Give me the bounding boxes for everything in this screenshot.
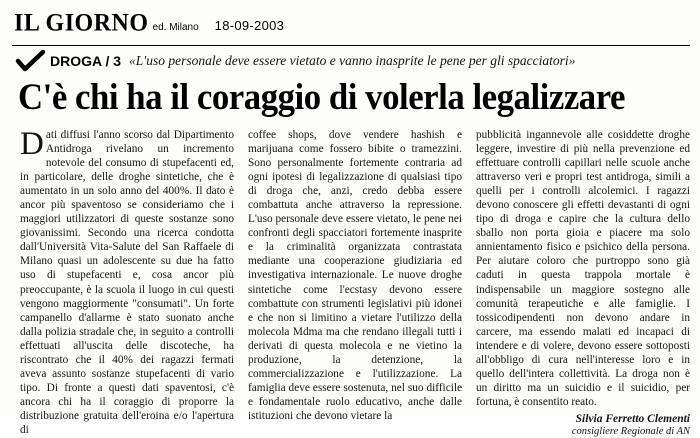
- article-headline: C'è chi ha il coraggio di volerla legalizzare: [18, 77, 626, 118]
- article-column-3: [476, 128, 690, 438]
- checkmark-icon: [16, 50, 46, 72]
- newspaper-logo: IL GIORNO: [14, 9, 149, 37]
- edition-label: ed. Milano: [152, 22, 199, 33]
- section-label: DROGA / 3: [50, 53, 122, 69]
- article-subtitle: «L'uso personale deve essere vietato e vanno inasprite le pene per gli spacciatori»: [129, 53, 576, 68]
- drop-cap: D: [20, 126, 44, 162]
- author-role: consigliere Regionale di AN: [571, 425, 690, 437]
- masthead: [14, 10, 284, 36]
- column-3-text: pubblicità ingannevole alle cosiddette droghe leggere, investire di più nella prevenzione ed effettuare controlli capillari nelle scuole anche attraverso veri e propri test antidroga, simili a quelli per i controlli alcolemici. I ragazzi devono conoscere gli effetti devastanti di ogni tipo di droga e capire che la cultura dello sballo non porta gioia e piacere ma solo annientamento fisico e psichico della persona. Per aiutare coloro che purtroppo sono già caduti in questa trappola mortale è indispensabile un maggiore sostegno alle comunità terapeutiche e alle famiglie. I tossicodipendenti non devono andare in carcere, ma essendo malati ed incapaci di intendere e di volere, devono essere sottoposti all'obbligo di cura nell'interesse loro e in quello dell'intera collettività. La droga non è un diritto ma un suicidio e il suicidio, per fortuna, è consentito reato.: [476, 129, 690, 408]
- article-body: [20, 126, 690, 437]
- column-1-text: ati diffusi l'anno scorso dal Dipartimento Antidroga rivelano un incremento notevole del consumo di stupefacenti ed, in particolare, delle droghe sintetiche, che è aumentato in un solo anno del 400%. Il dato è ancor più spaventoso se consideriamo che i maggiori utilizzatori di queste sostanze sono giovanissimi. Secondo una ricerca condotta dall'Università Vita-Salute del San Raffaele di Milano quasi un adolescente su due ha fatto uso di stupefacenti e, cosa ancor più preoccupante, è la scuola il luogo in cui questi vengono maggiormente "consumati". Un forte campanello d'allarme è stato suonato anche dalla polizia stradale che, in seguito a controlli effettuati all'uscita delle discoteche, ha riscontrato che il 40% dei ragazzi fermati aveva assunto sostanze stupefacenti di vario tipo. Di fronte a questi dati spaventosi, c'è ancora chi ha il coraggio di proporre la distribuzione gratuita dell'eroina e/o l'apertura di: [20, 129, 234, 436]
- column-2-text: coffee shops, dove vendere hashish e marijuana come fossero bibite o tramezzini. Sono personalmente fortemente contraria ad ogni ipotesi di legalizzazione di qualsiasi tipo di droga che, anzi, credo debba essere combattuta anche attraverso la repressione. L'uso personale deve essere vietato, le pene nei confronti degli spacciatori fortemente inasprite e la criminalità organizzata contrastata mediante una cooperazione giudiziaria ed investigativa internazionale. Le nuove droghe sintetiche come l'ecstasy devono essere combattute con strumenti legislativi più idonei e che non si limitino a vietare l'utilizzo della molecola Mdma ma che rendano illegali tutti i derivati di questa molecola e ne vietino la produzione, la detenzione, la commercializzazione e l'utilizzazione. La famiglia deve essere sostenuta, nel suo difficile e fondamentale ruolo educativo, anche dalle istituzioni che devono vietare la: [248, 129, 462, 422]
- publication-date: 18-09-2003: [214, 18, 285, 33]
- kicker: [16, 50, 575, 72]
- article-column-1: [20, 128, 234, 438]
- article-column-2: [248, 128, 462, 438]
- author-name: Silvia Ferretto Clementi: [575, 412, 690, 425]
- header-divider: [12, 45, 690, 46]
